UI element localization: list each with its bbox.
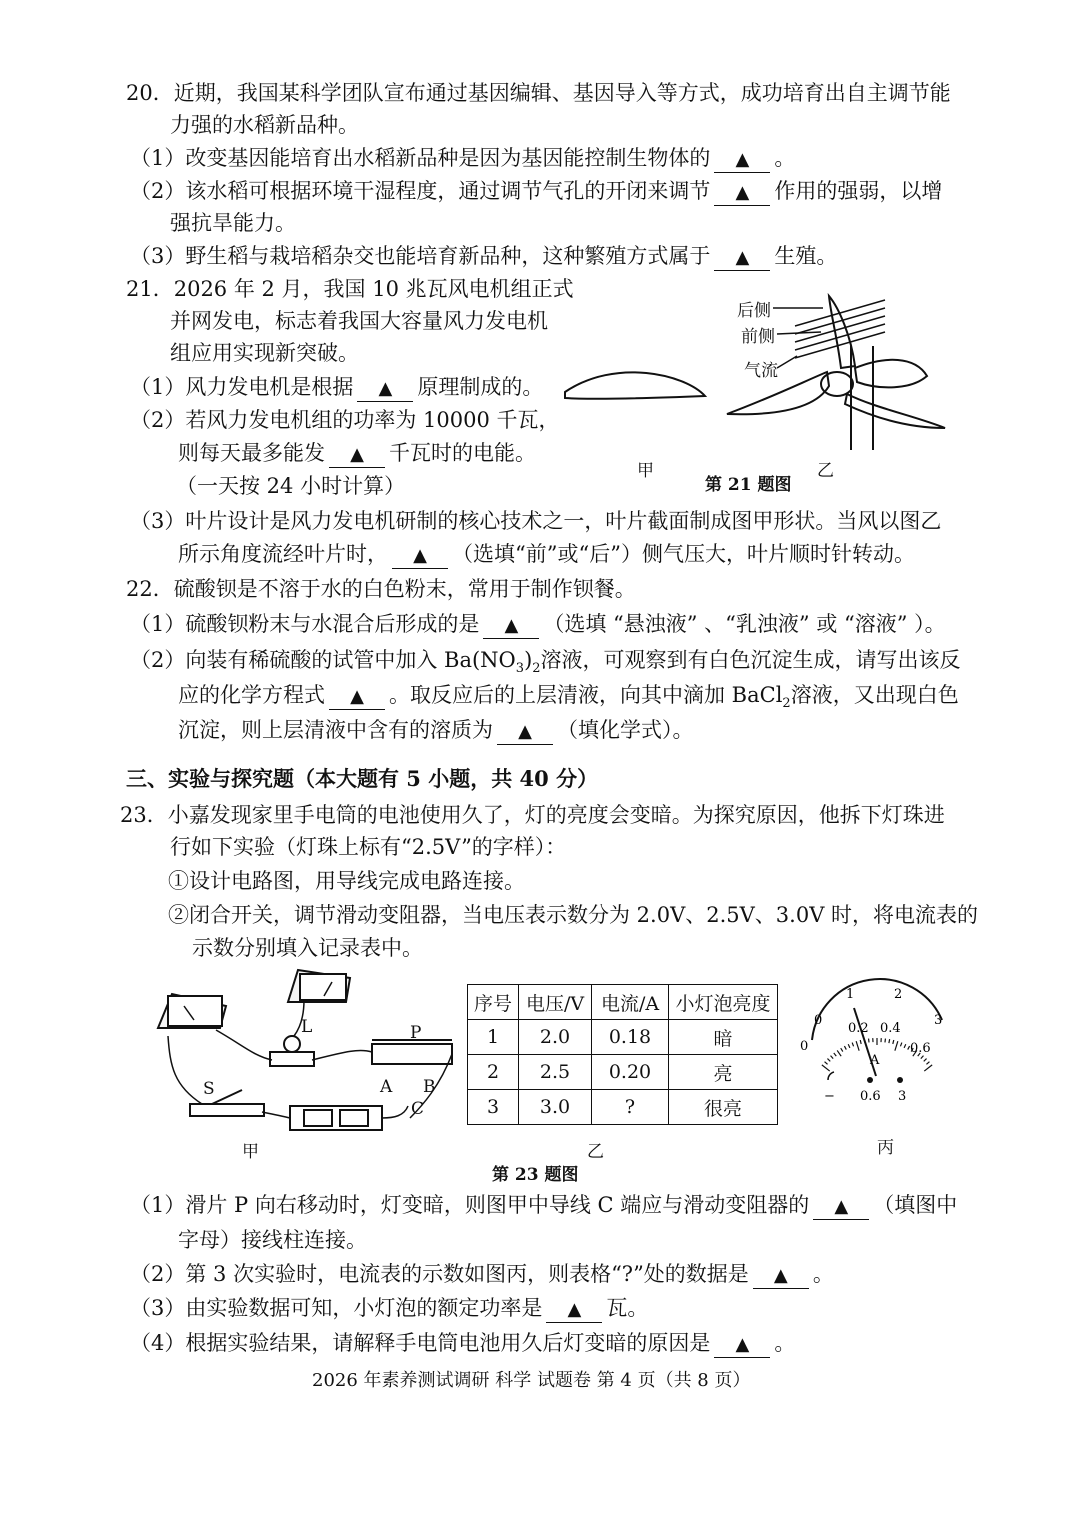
meter-unit: A — [870, 1053, 880, 1068]
lamp-holder — [270, 1052, 314, 1066]
table-header: 电流/A — [592, 985, 669, 1020]
page-footer: 2026 年素养测试调研 科学 试题卷 第 4 页（共 8 页） — [312, 1370, 751, 1391]
answer-blank: ▲ — [497, 718, 553, 745]
q23-part1-cont: 字母）接线柱连接。 — [178, 1228, 367, 1252]
q23-part1: （1）滑片 P 向右移动时，灯变暗，则图甲中导线 C 端应与滑动变阻器的 ▲ （填图中 — [130, 1190, 957, 1220]
section-heading: 三、实验与探究题（本大题有 5 小题，共 40 分） — [126, 766, 599, 791]
switch-lever — [212, 1090, 242, 1104]
tick-label: 0 — [800, 1039, 809, 1054]
tick-label: 2 — [894, 987, 903, 1002]
label-front-side: 前侧 — [741, 327, 775, 347]
answer-blank: ▲ — [329, 683, 385, 710]
tick-label: 0.4 — [880, 1021, 901, 1036]
q23-part2: （2）第 3 次实验时，电流表的示数如图丙，则表格“?”处的数据是 ▲ 。 — [130, 1259, 834, 1289]
answer-blank: ▲ — [483, 612, 539, 639]
dial-tick — [860, 1040, 861, 1044]
terminal-label: 3 — [898, 1089, 907, 1104]
q21-part3-cont: 所示角度流经叶片时， ▲ （选填“前”或“后”）侧气压大，叶片顺时针转动。 — [178, 539, 915, 569]
lamp — [284, 1036, 300, 1052]
figure-label-yi: 乙 — [817, 461, 834, 481]
dial-tick — [844, 1046, 846, 1050]
circuit-diagram — [154, 966, 454, 1136]
table-row: 3 3.0 ? 很亮 — [468, 1090, 778, 1125]
dial-tick — [900, 1043, 901, 1047]
answer-blank: ▲ — [813, 1193, 869, 1220]
label-C: C — [411, 1099, 425, 1119]
q23-stem-line2: 行如下实验（灯珠上标有“2.5V”的字样）： — [170, 835, 567, 859]
tick-label: 0.6 — [910, 1041, 931, 1056]
q21-stem-line3: 组应用实现新突破。 — [170, 341, 359, 365]
label-A: A — [380, 1077, 393, 1097]
ammeter-dial — [792, 980, 962, 1130]
q21-stem-line2: 并网发电，标志着我国大容量风力发电机 — [170, 309, 548, 333]
q20-part3: （3）野生稻与栽培稻杂交也能培育新品种，这种繁殖方式属于 ▲ 生殖。 — [130, 241, 837, 271]
answer-blank: ▲ — [392, 542, 448, 569]
q20-stem-line2: 力强的水稻新品种。 — [170, 113, 359, 137]
answer-blank: ▲ — [714, 1331, 770, 1358]
q21-part2-note: （一天按 24 小时计算） — [176, 474, 406, 498]
dial-tick — [825, 1062, 828, 1065]
record-table — [467, 984, 778, 1125]
table-header: 小灯泡亮度 — [669, 985, 778, 1020]
terminal-label: − — [824, 1089, 835, 1104]
answer-blank: ▲ — [357, 375, 413, 402]
q20-part2-cont: 强抗旱能力。 — [170, 211, 296, 235]
blade-cross-section — [565, 372, 705, 398]
airflow-pointer — [777, 356, 797, 368]
q23-part3: （3）由实验数据可知，小灯泡的额定功率是 ▲ 瓦。 — [130, 1293, 648, 1323]
dial-tick — [852, 1043, 853, 1047]
figure-label-yi: 乙 — [587, 1142, 604, 1162]
figure-caption: 第 21 题图 — [705, 475, 792, 495]
label-airflow: 气流 — [744, 361, 778, 381]
q21-part2-cont: 则每天最多能发 ▲ 千瓦时的电能。 — [178, 438, 536, 468]
dial-tick — [848, 1044, 850, 1048]
label-S: S — [203, 1079, 215, 1099]
figure-caption: 第 23 题图 — [492, 1165, 579, 1185]
dial-tick — [924, 1065, 932, 1071]
figure-label-jia: 甲 — [637, 461, 654, 481]
q23-step1: ①设计电路图，用导线完成电路连接。 — [168, 869, 525, 893]
q22-part2: （2）向装有稀硫酸的试管中加入 $Ba(NO_3)_2$溶液，可观察到有白色沉淀生成，请写出该反 — [130, 648, 961, 677]
tick-label: 0 — [814, 1013, 823, 1028]
tick-label: 1 — [846, 987, 855, 1002]
dial-tick — [822, 1065, 830, 1071]
label-L: L — [301, 1017, 313, 1037]
q23-step2-cont: 示数分别填入记录表中。 — [192, 936, 423, 960]
q23-part4: （4）根据实验结果，请解释手电筒电池用久后灯变暗的原因是 ▲ 。 — [130, 1328, 795, 1358]
wire — [168, 1036, 202, 1104]
dial-tick — [889, 1039, 890, 1043]
answer-blank: ▲ — [714, 146, 770, 173]
table-row: 2 2.5 0.20 亮 — [468, 1055, 778, 1090]
answer-blank: ▲ — [546, 1296, 602, 1323]
q20-part1: （1）改变基因能培育出水稻新品种是因为基因能控制生物体的 ▲ 。 — [130, 143, 795, 173]
tick-label: 3 — [934, 1013, 943, 1028]
rheostat — [372, 1044, 452, 1064]
table-header: 序号 — [468, 985, 519, 1020]
front-side-pointer — [777, 332, 821, 334]
label-P: P — [410, 1023, 422, 1043]
table-header: 电压/V — [519, 985, 592, 1020]
q21-part2: （2）若风力发电机组的功率为 10000 千瓦， — [130, 408, 560, 432]
dial-tick — [841, 1048, 843, 1051]
q20-stem-line1: 20．近期，我国某科学团队宣布通过基因编辑、基因导入等方式，成功培育出自主调节能 — [126, 81, 951, 105]
wire — [382, 1106, 408, 1118]
q21-stem-line1: 21．2026 年 2 月，我国 10 兆瓦风电机组正式 — [126, 277, 574, 301]
q20-part2: （2）该水稻可根据环境干湿程度，通过调节气孔的开闭来调节 ▲ 作用的强弱，以增 — [130, 176, 942, 206]
answer-blank: ▲ — [714, 179, 770, 206]
tick-label: 0.2 — [848, 1021, 869, 1036]
wire — [262, 1112, 290, 1118]
figure-label-jia: 甲 — [242, 1142, 259, 1162]
wire — [216, 1030, 272, 1060]
dial-tick — [904, 1044, 906, 1048]
dial-tick — [831, 1056, 834, 1059]
q22-part2-cont2: 沉淀，则上层清液中含有的溶质为 ▲ （填化学式）。 — [178, 715, 694, 745]
answer-blank: ▲ — [714, 244, 770, 271]
dial-tick — [837, 1050, 841, 1056]
figure-label-bing: 丙 — [877, 1138, 894, 1158]
q21-part3: （3）叶片设计是风力发电机研制的核心技术之一，叶片截面制成图甲形状。当风以图乙 — [130, 509, 942, 533]
q22-part2-cont: 应的化学方程式 ▲ 。取反应后的上层清液，向其中滴加 BaCl$_2$溶液，又出现白色 — [178, 683, 959, 712]
dial-tick — [834, 1053, 836, 1056]
label-back-side: 后侧 — [737, 301, 771, 321]
dial-tick — [827, 1059, 830, 1062]
q22-stem: 22．硫酸钡是不溶于水的白色粉末，常用于制作钡餐。 — [126, 577, 636, 601]
table-row: 1 2.0 0.18 暗 — [468, 1020, 778, 1055]
dial-tick — [924, 1059, 927, 1062]
q22-part1: （1）硫酸钡粉末与水混合后形成的是 ▲ （选填 “悬浊液” 、“乳浊液” 或 “溶液” ）。 — [130, 609, 946, 639]
label-B: B — [423, 1077, 436, 1097]
dial-tick — [893, 1040, 894, 1044]
dial-tick — [926, 1062, 929, 1065]
switch-base — [190, 1104, 264, 1116]
dial-tick — [856, 1041, 859, 1051]
answer-blank: ▲ — [753, 1262, 809, 1289]
wire — [312, 1050, 372, 1060]
q21-part1: （1）风力发电机是根据 ▲ 原理制成的。 — [130, 372, 543, 402]
q23-step2: ②闭合开关，调节滑动变阻器，当电压表示数分为 2.0V、2.5V、3.0V 时，将电流表的 — [168, 903, 979, 927]
terminal-label: 0.6 — [860, 1089, 881, 1104]
dial-tick — [921, 1056, 924, 1059]
table-header-row — [468, 985, 778, 1020]
q23-stem-line1: 23．小嘉发现家里手电筒的电池使用久了，灯的亮度会变暗。为探究原因，他拆下灯珠进 — [120, 803, 945, 827]
answer-blank: ▲ — [329, 441, 385, 468]
dial-tick — [895, 1041, 898, 1051]
